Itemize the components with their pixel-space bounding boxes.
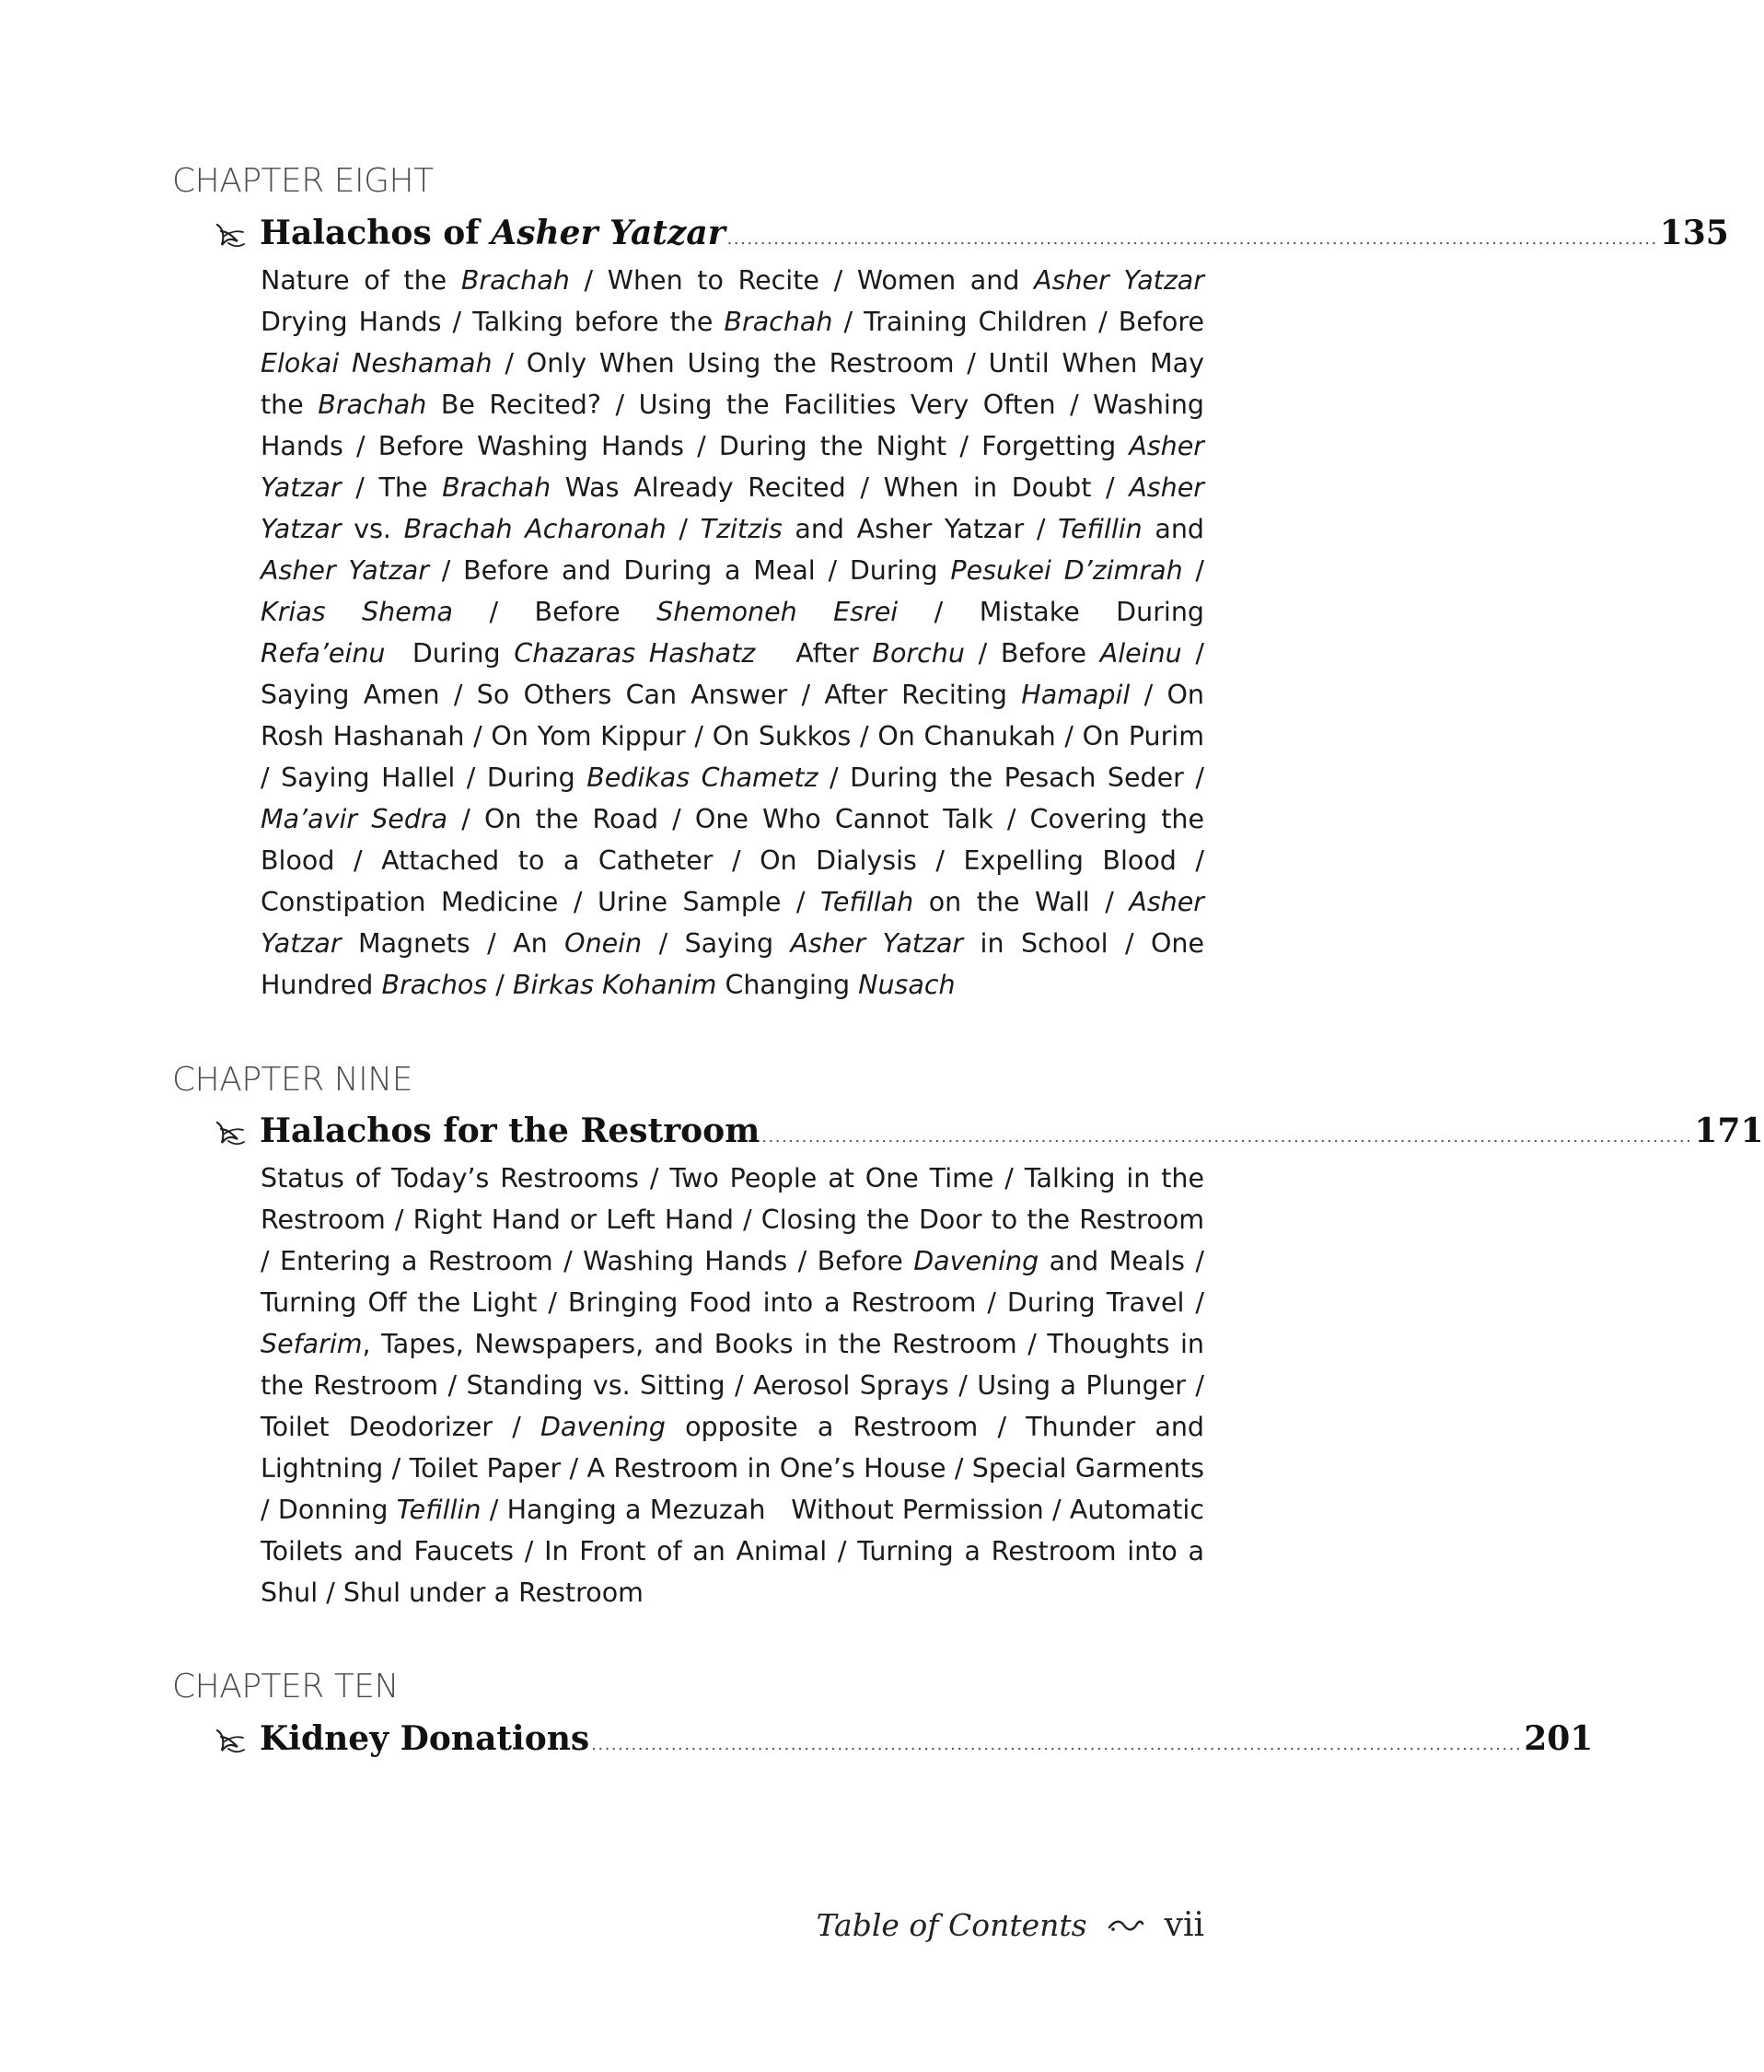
chapter-eight-entry[interactable] (214, 214, 1729, 258)
leaf-flourish-icon (214, 219, 247, 252)
page-number: vii (1164, 1906, 1204, 1944)
chapter-nine-entry[interactable] (214, 1112, 1764, 1156)
chapter-ten-entry[interactable] (214, 1719, 1594, 1764)
chapter-nine-label: CHAPTER NINE (172, 1061, 412, 1099)
chapter-eight-title: Halachos of Asher Yatzar (260, 214, 725, 252)
chapter-eight-page-number: 135 (1659, 214, 1729, 252)
chapter-ten-title: Kidney Donations (260, 1719, 590, 1758)
leaf-flourish-icon (214, 1725, 247, 1758)
dot-leader: ............................................................................................................................................ (591, 1735, 1523, 1754)
swash-ornament-icon (1108, 1916, 1144, 1935)
page-footer (817, 1906, 1204, 1944)
dot-leader: ............................................................................................................................................ (726, 229, 1658, 249)
chapter-nine-topics: Status of Today’s Restrooms / Two People at One Time / Talking in the Restroom / Right Hand or Left Hand / Closing the Door to the Restroom / Entering a Restroom / Washing Hands / Before Davening and Meals / Turning Off the Light / Bringing Food into a Restroom / During Travel / Sefarim, Tapes, Newspapers, and Books in the Restroom / Thoughts in the Restroom / Standing vs. Sitting / Aerosol Sprays / Using a Plunger / Toilet Deodorizer / Davening opposite a Restroom / Thunder and Lightning / Toilet Paper / A Restroom in One’s House / Special Garments / Donning Tefillin / Hanging a Mezuzah Without Permission / Automatic Toilets and Faucets / In Front of an Animal / Turning a Restroom into a Shul / Shul under a Restroom (261, 1163, 1204, 1608)
chapter-eight-topics: Nature of the Brachah / When to Recite / Women and Asher Yatzar Drying Hands / Talking before the Brachah / Training Children / Before Elokai Neshamah / Only When Using the Restroom / Until When May the Brachah Be Recited? / Using the Facilities Very Often / Washing Hands / Before Washing Hands / During the Night / Forgetting Asher Yatzar / The Brachah Was Already Recited / When in Doubt / Asher Yatzar vs. Brachah Acharonah / Tzitzis and Asher Yatzar / Tefillin and Asher Yatzar / Before and During a Meal / During Pesukei D’zimrah / Krias Shema / Before Shemoneh Esrei / Mistake During Refa’einu During Chazaras Hashatz After Borchu / Before Aleinu / Saying Amen / So Others Can Answer / After Reciting Hamapil / On Rosh Hashanah / On Yom Kippur / On Sukkos / On Chanukah / On Purim / Saying Hallel / During Bedikas Chametz / During the Pesach Seder / Ma’avir Sedra / On the Road / One Who Cannot Talk / Covering the Blood / Attached to a Catheter / On Dialysis / Expelling Blood / Constipation Medicine / Urine Sample / Tefillah on the Wall / Asher Yatzar Magnets / An Onein / Saying Asher Yatzar in School / One Hundred Brachos / Birkas Kohanim Changing Nusach (261, 265, 1205, 1000)
chapter-eight-label: CHAPTER EIGHT (172, 162, 434, 200)
chapter-ten-page-number: 201 (1524, 1719, 1594, 1758)
leaf-flourish-icon (214, 1117, 247, 1150)
chapter-nine-title: Halachos for the Restroom (260, 1112, 760, 1150)
running-footer-title: Table of Contents (816, 1907, 1087, 1943)
chapter-ten-label: CHAPTER TEN (172, 1668, 399, 1705)
dot-leader: ............................................................................................................................................ (761, 1127, 1693, 1147)
chapter-nine-page-number: 171 (1694, 1112, 1764, 1150)
